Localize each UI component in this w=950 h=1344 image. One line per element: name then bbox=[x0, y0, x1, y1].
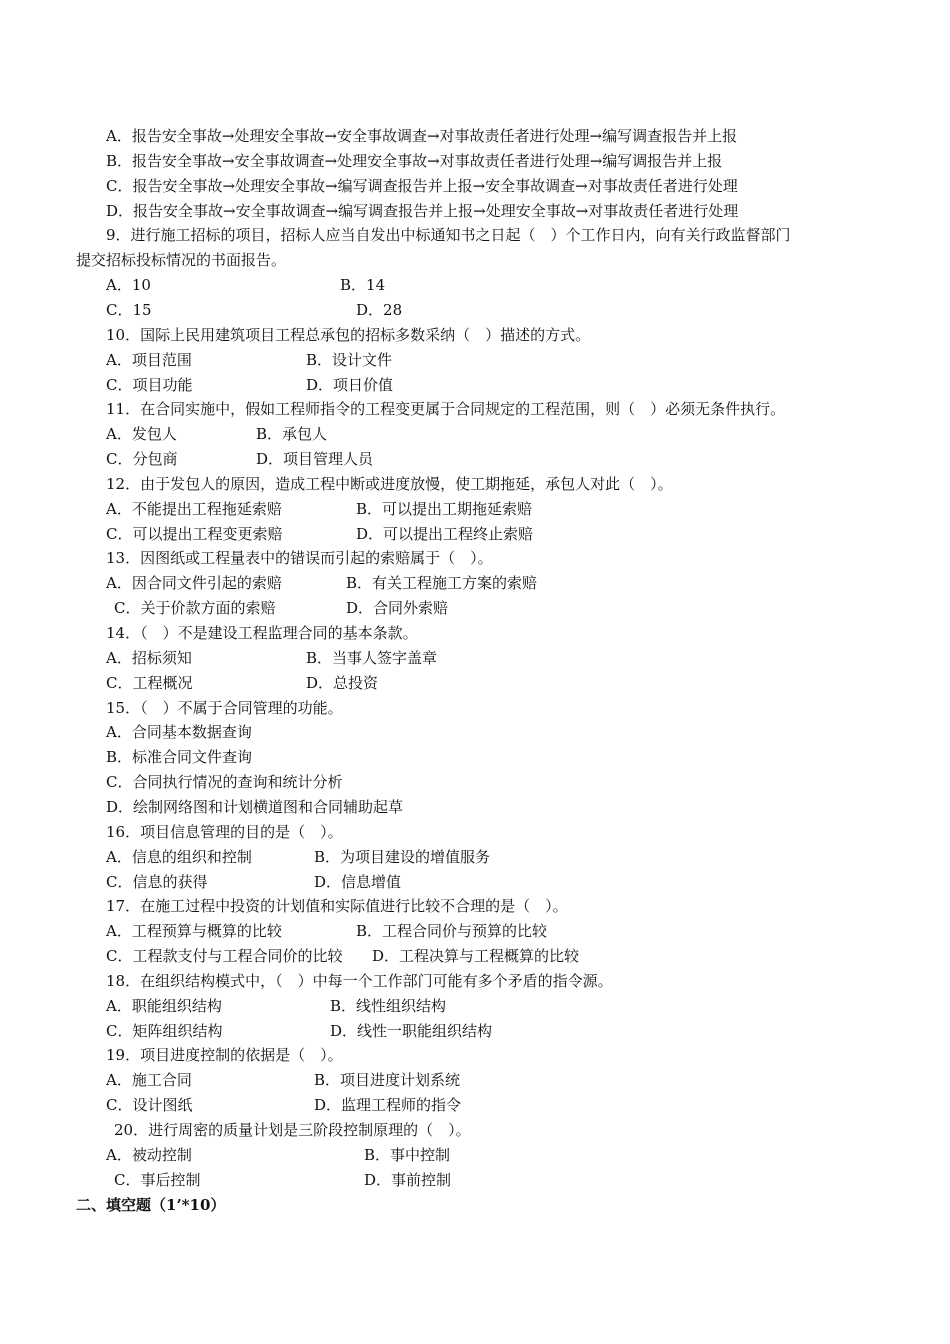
text-line bbox=[0, 673, 950, 693]
line-text: 9．进行施工招标的项目，招标人应当自发出中标通知书之日起（ ）个工作日内，向有关行政监督部门 bbox=[106, 226, 791, 244]
option-text: B．为项目建设的增值服务 bbox=[314, 848, 491, 866]
text-line bbox=[0, 350, 950, 370]
text-line bbox=[0, 449, 950, 469]
line-text: A．施工合同 bbox=[106, 1071, 192, 1089]
text-line bbox=[0, 474, 950, 494]
text-line bbox=[0, 698, 950, 718]
option-text: D．可以提出工程终止索赔 bbox=[356, 525, 534, 543]
option-text: D．项目管理人员 bbox=[256, 450, 374, 468]
option-text: B．有关工程施工方案的索赔 bbox=[346, 574, 538, 592]
line-text: A．被动控制 bbox=[106, 1146, 192, 1164]
text-line bbox=[0, 921, 950, 941]
line-text: C．工程款支付与工程合同价的比较 bbox=[106, 947, 343, 965]
line-text: C．报告安全事故→处理安全事故→编写调查报告并上报→安全事故调查→对事故责任者进行处理 bbox=[106, 177, 738, 195]
option-text: B．工程合同价与预算的比较 bbox=[356, 922, 548, 940]
line-text: 提交招标投标情况的书面报告。 bbox=[76, 251, 287, 269]
line-text: 15．（ ）不属于合同管理的功能。 bbox=[106, 699, 343, 717]
text-line bbox=[0, 996, 950, 1016]
option-text: D．项日价值 bbox=[306, 376, 394, 394]
text-line bbox=[0, 126, 950, 146]
text-line bbox=[0, 822, 950, 842]
option-text: D．线性一职能组织结构 bbox=[330, 1022, 493, 1040]
line-text: A．合同基本数据查询 bbox=[106, 723, 252, 741]
text-line bbox=[0, 747, 950, 767]
line-text: A．项目范围 bbox=[106, 351, 192, 369]
option-text: D．监理工程师的指令 bbox=[314, 1096, 462, 1114]
text-line bbox=[0, 1021, 950, 1041]
line-text: 14．（ ）不是建设工程监理合同的基本条款。 bbox=[106, 624, 418, 642]
line-text: A．招标须知 bbox=[106, 649, 192, 667]
text-line bbox=[0, 399, 950, 419]
text-line bbox=[0, 872, 950, 892]
text-line bbox=[0, 499, 950, 519]
line-text: C．矩阵组织结构 bbox=[106, 1022, 223, 1040]
option-text: B．当事人签字盖章 bbox=[306, 649, 438, 667]
option-text: B．设计文件 bbox=[306, 351, 393, 369]
option-text: B．14 bbox=[340, 276, 386, 294]
option-text: D．事前控制 bbox=[364, 1171, 452, 1189]
option-text: B．承包人 bbox=[256, 425, 328, 443]
line-text: 16．项目信息管理的目的是（ ）。 bbox=[106, 823, 343, 841]
option-text: D．信息增值 bbox=[314, 873, 402, 891]
option-text: D．工程决算与工程概算的比较 bbox=[372, 947, 580, 965]
option-text: B．可以提出工期拖延索赔 bbox=[356, 500, 533, 518]
line-text: C．可以提出工程变更索赔 bbox=[106, 525, 283, 543]
text-line bbox=[0, 375, 950, 395]
text-line bbox=[0, 275, 950, 295]
text-line bbox=[0, 797, 950, 817]
option-text: B．事中控制 bbox=[364, 1146, 451, 1164]
text-line bbox=[0, 176, 950, 196]
line-text: 17．在施工过程中投资的计划值和实际值进行比较不合理的是（ ）。 bbox=[106, 897, 568, 915]
text-line bbox=[0, 847, 950, 867]
text-line bbox=[0, 648, 950, 668]
text-line bbox=[0, 325, 950, 345]
line-text: A．10 bbox=[106, 276, 151, 294]
line-text: A．因合同文件引起的索赔 bbox=[106, 574, 282, 592]
text-line bbox=[0, 151, 950, 171]
line-text: A．报告安全事故→处理安全事故→安全事故调查→对事故责任者进行处理→编写调查报告并上报 bbox=[106, 127, 738, 145]
line-text: A．不能提出工程拖延索赔 bbox=[106, 500, 282, 518]
text-line bbox=[0, 1070, 950, 1090]
line-text: C．分包商 bbox=[106, 450, 178, 468]
text-line bbox=[0, 946, 950, 966]
text-line bbox=[0, 201, 950, 221]
line-text: A．职能组织结构 bbox=[106, 997, 222, 1015]
line-text: D．报告安全事故→安全事故调查→编写调查报告并上报→处理安全事故→对事故责任者进行处理 bbox=[106, 202, 739, 220]
option-text: D．合同外索赔 bbox=[346, 599, 449, 617]
text-line bbox=[0, 1045, 950, 1065]
text-line bbox=[0, 896, 950, 916]
text-line bbox=[0, 573, 950, 593]
text-line bbox=[0, 300, 950, 320]
text-line bbox=[0, 424, 950, 444]
line-text: 二、填空题（1’*10） bbox=[76, 1196, 226, 1214]
text-line bbox=[0, 971, 950, 991]
text-line bbox=[0, 1170, 950, 1190]
line-text: 11．在合同实施中，假如工程师指令的工程变更属于合同规定的工程范围，则（ ）必须无条件执行。 bbox=[106, 400, 786, 418]
text-line bbox=[0, 250, 950, 270]
line-text: A．发包人 bbox=[106, 425, 177, 443]
line-text: 18．在组织结构模式中，（ ）中每一个工作部门可能有多个矛盾的指令源。 bbox=[106, 972, 613, 990]
line-text: C．设计图纸 bbox=[106, 1096, 193, 1114]
option-text: D．28 bbox=[356, 301, 403, 319]
text-line bbox=[0, 1145, 950, 1165]
line-text: 13．因图纸或工程量表中的错误而引起的索赔属于（ ）。 bbox=[106, 549, 493, 567]
line-text: 12．由于发包人的原因，造成工程中断或进度放慢，使工期拖延，承包人对此（ ）。 bbox=[106, 475, 673, 493]
line-text: C．事后控制 bbox=[114, 1171, 201, 1189]
line-text: C．工程概况 bbox=[106, 674, 193, 692]
option-text: B．项目进度计划系统 bbox=[314, 1071, 461, 1089]
text-line bbox=[0, 1095, 950, 1115]
line-text: B．标准合同文件查询 bbox=[106, 748, 253, 766]
line-text: C．信息的获得 bbox=[106, 873, 208, 891]
line-text: 20．进行周密的质量计划是三阶段控制原理的（ ）。 bbox=[114, 1121, 471, 1139]
line-text: A．工程预算与概算的比较 bbox=[106, 922, 282, 940]
line-text: 19．项目进度控制的依据是（ ）。 bbox=[106, 1046, 343, 1064]
line-text: C．合同执行情况的查询和统计分析 bbox=[106, 773, 343, 791]
text-line bbox=[0, 1120, 950, 1140]
line-text: C．关于价款方面的索赔 bbox=[114, 599, 276, 617]
line-text: D．绘制网络图和计划横道图和合同辅助起草 bbox=[106, 798, 404, 816]
text-line bbox=[0, 623, 950, 643]
text-line bbox=[0, 722, 950, 742]
text-line bbox=[0, 524, 950, 544]
line-text: 10．国际上民用建筑项目工程总承包的招标多数采纳（ ）描述的方式。 bbox=[106, 326, 591, 344]
line-text: A．信息的组织和控制 bbox=[106, 848, 252, 866]
section-heading bbox=[0, 1195, 950, 1215]
line-text: C．项目功能 bbox=[106, 376, 193, 394]
text-line bbox=[0, 225, 950, 245]
option-text: B．线性组织结构 bbox=[330, 997, 447, 1015]
text-line bbox=[0, 772, 950, 792]
line-text: B．报告安全事故→安全事故调查→处理安全事故→对事故责任者进行处理→编写调报告并上报 bbox=[106, 152, 723, 170]
text-line bbox=[0, 548, 950, 568]
option-text: D．总投资 bbox=[306, 674, 379, 692]
text-line bbox=[0, 598, 950, 618]
line-text: C．15 bbox=[106, 301, 152, 319]
